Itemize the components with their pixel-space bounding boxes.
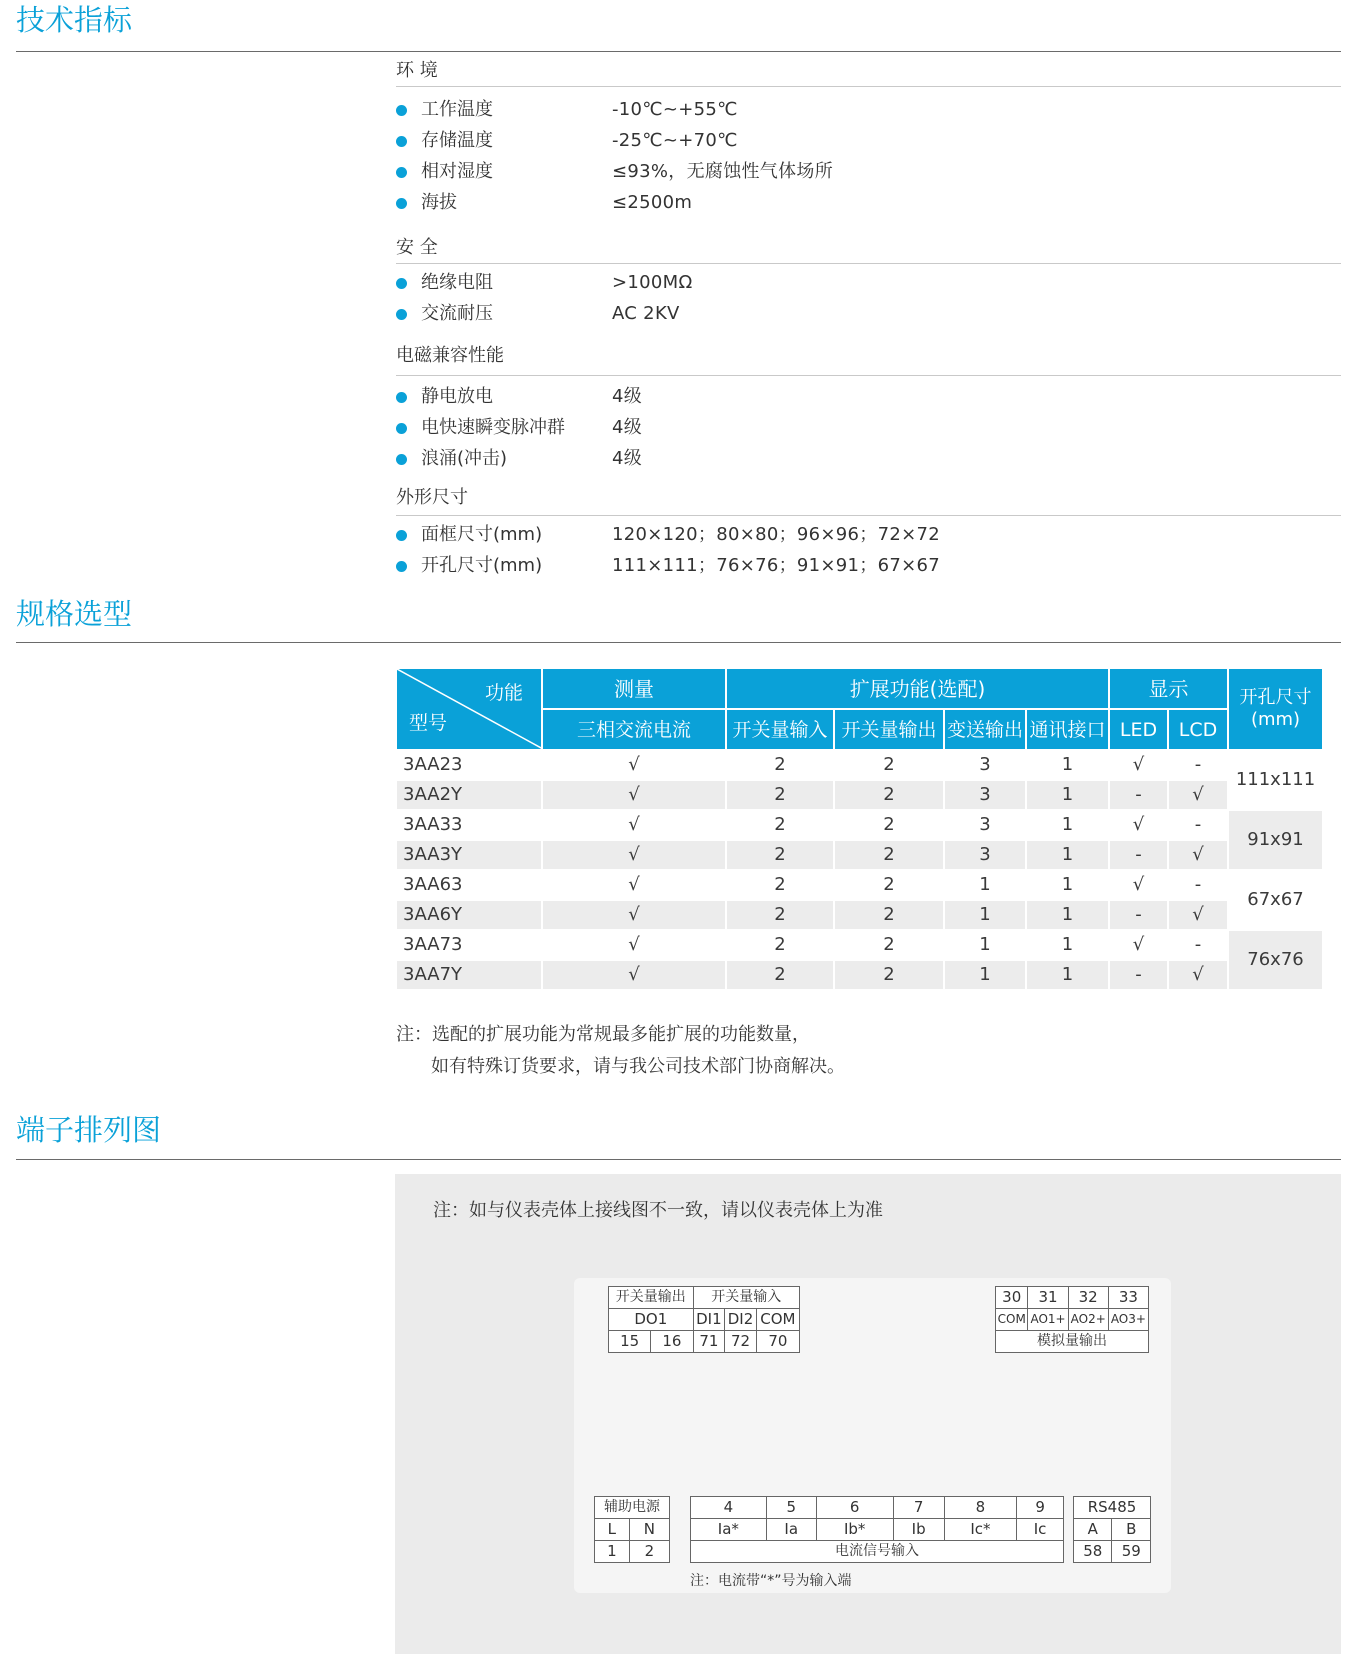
cell-model: 3AA2Y [396, 780, 542, 810]
ic-label: Ic [1017, 1519, 1064, 1541]
current-star-note: 注：电流带“*”号为输入端 [690, 1573, 852, 1589]
header-cutout-unit: (mm) [1250, 709, 1301, 730]
group-divider [396, 375, 1341, 376]
cell: 2 [726, 870, 834, 900]
cell: 1 [944, 900, 1026, 930]
section-divider [16, 1159, 1341, 1160]
group-title-emc: 电磁兼容性能 [396, 345, 504, 366]
group-divider [396, 515, 1341, 516]
spec-value: -10℃~+55℃ [612, 99, 738, 120]
header-led: LED [1109, 709, 1168, 750]
cell: √ [1168, 900, 1228, 930]
cell: 1 [944, 960, 1026, 990]
cell: 2 [726, 960, 834, 990]
cell: 1 [1026, 960, 1109, 990]
ao1-label: AO1+ [1028, 1309, 1068, 1331]
cell: 2 [726, 840, 834, 870]
spec-row [396, 127, 1296, 155]
spec-value: 111×111；76×76；91×91；67×67 [612, 555, 940, 576]
group-title-dim: 外形尺寸 [396, 487, 468, 508]
cell-model: 3AA63 [396, 870, 542, 900]
table-note-line2: 如有特殊订货要求，请与我公司技术部门协商解决。 [431, 1056, 845, 1077]
header-func: 功能 [484, 682, 523, 704]
ia-star-label: Ia* [691, 1519, 767, 1541]
model-selection-table [395, 667, 1324, 991]
cell: √ [542, 810, 726, 840]
cell-cutout: 111x111 [1228, 750, 1323, 810]
cell: 2 [834, 930, 944, 960]
table-row [396, 810, 1323, 840]
bullet-icon [396, 198, 407, 209]
cell: 1 [1026, 870, 1109, 900]
cell: 2 [834, 780, 944, 810]
cell: - [1109, 780, 1168, 810]
rs485-A-label: A [1074, 1519, 1112, 1541]
section-divider [16, 642, 1341, 643]
cell: 1 [1026, 840, 1109, 870]
ao-group-label: 模拟量输出 [996, 1331, 1149, 1353]
header-measure-sub: 三相交流电流 [542, 709, 726, 750]
spec-value: AC 2KV [612, 303, 680, 324]
cell: 2 [834, 750, 944, 780]
terminal-7: 7 [893, 1497, 944, 1519]
cell: 2 [834, 840, 944, 870]
spec-label: 面框尺寸(mm) [421, 524, 543, 545]
table-row [396, 840, 1323, 870]
header-cutout [1228, 668, 1323, 750]
table-row [396, 870, 1323, 900]
header-ao: 变送输出 [944, 709, 1026, 750]
cell: 2 [726, 750, 834, 780]
cell-model: 3AA73 [396, 930, 542, 960]
spec-label: 浪涌(冲击) [421, 448, 508, 469]
cell-model: 3AA33 [396, 810, 542, 840]
header-cutout-label: 开孔尺寸 [1239, 687, 1312, 708]
rs485-B-label: B [1112, 1519, 1151, 1541]
cell: 1 [1026, 810, 1109, 840]
cell-model: 3AA7Y [396, 960, 542, 990]
bullet-icon [396, 167, 407, 178]
cell: √ [542, 870, 726, 900]
cell: √ [1109, 870, 1168, 900]
terminal-9: 9 [1017, 1497, 1064, 1519]
cell-cutout: 67x67 [1228, 870, 1323, 930]
section-title-spec: 技术指标 [16, 3, 133, 37]
terminal-block-aux-power [594, 1496, 670, 1563]
ic-star-label: Ic* [944, 1519, 1016, 1541]
terminal-70: 70 [756, 1331, 799, 1353]
terminal-72: 72 [725, 1331, 757, 1353]
terminal-note: 注：如与仪表壳体上接线图不一致，请以仪表壳体上为准 [433, 1200, 883, 1221]
spec-value: ≤2500m [612, 192, 693, 213]
spec-row [396, 521, 1296, 549]
table-row [396, 960, 1323, 990]
cell: - [1168, 930, 1228, 960]
cell: - [1168, 870, 1228, 900]
aux-N-label: N [629, 1519, 669, 1541]
cell: 1 [1026, 780, 1109, 810]
header-diagonal-cell [396, 668, 542, 750]
cell-model: 3AA3Y [396, 840, 542, 870]
cell: √ [542, 780, 726, 810]
spec-value: 4级 [612, 417, 643, 438]
terminal-32: 32 [1068, 1287, 1108, 1309]
cell: 2 [834, 900, 944, 930]
cell: √ [542, 960, 726, 990]
spec-label: 电快速瞬变脉冲群 [421, 417, 565, 438]
spec-row [396, 158, 1296, 186]
spec-label: 开孔尺寸(mm) [421, 555, 543, 576]
cell: 1 [944, 930, 1026, 960]
ia-label: Ia [766, 1519, 816, 1541]
cell: 2 [726, 930, 834, 960]
cell-cutout: 76x76 [1228, 930, 1323, 990]
spec-value: -25℃~+70℃ [612, 130, 738, 151]
cell: 1 [1026, 750, 1109, 780]
cell: - [1109, 960, 1168, 990]
di1-label: DI1 [693, 1309, 725, 1331]
table-row [396, 930, 1323, 960]
spec-row [396, 445, 1296, 473]
cell: 3 [944, 840, 1026, 870]
spec-value: 4级 [612, 386, 643, 407]
terminal-31: 31 [1028, 1287, 1068, 1309]
spec-value: >100MΩ [612, 272, 693, 293]
cell: √ [542, 930, 726, 960]
bullet-icon [396, 392, 407, 403]
cell: √ [1109, 750, 1168, 780]
do1-label: DO1 [609, 1309, 694, 1331]
terminal-block-ao [995, 1286, 1149, 1353]
spec-value: ≤93%，无腐蚀性气体场所 [612, 161, 833, 182]
bullet-icon [396, 136, 407, 147]
cell: √ [542, 840, 726, 870]
spec-row [396, 96, 1296, 124]
cell-model: 3AA6Y [396, 900, 542, 930]
cell: √ [542, 750, 726, 780]
terminal-59: 59 [1112, 1541, 1151, 1563]
cell: - [1168, 810, 1228, 840]
spec-label: 静电放电 [421, 386, 493, 407]
current-input-label: 电流信号输入 [691, 1541, 1064, 1563]
header-model: 型号 [409, 712, 448, 734]
terminal-block-rs485 [1073, 1496, 1151, 1563]
cell: 1 [1026, 900, 1109, 930]
cell: √ [1168, 960, 1228, 990]
rs485-label: RS485 [1074, 1497, 1151, 1519]
cell: 2 [834, 960, 944, 990]
spec-value: 120×120；80×80；96×96；72×72 [612, 524, 940, 545]
group-divider [396, 263, 1341, 264]
cell: 3 [944, 810, 1026, 840]
table-row [396, 750, 1323, 780]
terminal-block-do-di [608, 1286, 800, 1353]
spec-label: 相对湿度 [421, 161, 493, 182]
cell: 2 [834, 810, 944, 840]
spec-label: 交流耐压 [421, 303, 493, 324]
terminal-5: 5 [766, 1497, 816, 1519]
cell: 1 [1026, 930, 1109, 960]
bullet-icon [396, 530, 407, 541]
ib-label: Ib [893, 1519, 944, 1541]
terminal-30: 30 [996, 1287, 1028, 1309]
section-title-terminal: 端子排列图 [16, 1113, 162, 1147]
cell: 2 [834, 870, 944, 900]
spec-row [396, 300, 1296, 328]
cell-model: 3AA23 [396, 750, 542, 780]
terminal-1: 1 [595, 1541, 630, 1563]
cell: 2 [726, 900, 834, 930]
bullet-icon [396, 561, 407, 572]
aux-L-label: L [595, 1519, 630, 1541]
terminal-2: 2 [629, 1541, 669, 1563]
group-title-safety: 安 全 [396, 237, 438, 258]
spec-row [396, 383, 1296, 411]
header-di: 开关量输入 [726, 709, 834, 750]
di2-label: DI2 [725, 1309, 757, 1331]
group-title-env: 环 境 [396, 60, 438, 81]
cell: √ [1168, 780, 1228, 810]
ao3-label: AO3+ [1108, 1309, 1148, 1331]
cell: 2 [726, 810, 834, 840]
table-note-line1: 注：选配的扩展功能为常规最多能扩展的功能数量， [396, 1024, 810, 1045]
bullet-icon [396, 423, 407, 434]
header-lcd: LCD [1168, 709, 1228, 750]
spec-row [396, 269, 1296, 297]
terminal-71: 71 [693, 1331, 725, 1353]
spec-label: 工作温度 [421, 99, 493, 120]
group-divider [396, 86, 1341, 87]
cell: √ [1109, 810, 1168, 840]
section-title-model: 规格选型 [16, 597, 133, 631]
header-comm: 通讯接口 [1026, 709, 1109, 750]
spec-row [396, 552, 1296, 580]
cell: 3 [944, 780, 1026, 810]
di-com-label: COM [756, 1309, 799, 1331]
cell: 1 [944, 870, 1026, 900]
section-divider [16, 51, 1341, 52]
terminal-6: 6 [816, 1497, 893, 1519]
spec-label: 存储温度 [421, 130, 493, 151]
header-display: 显示 [1109, 668, 1228, 709]
do-label: 开关量输出 [609, 1287, 694, 1309]
cell: - [1168, 750, 1228, 780]
cell: √ [1109, 930, 1168, 960]
terminal-58: 58 [1074, 1541, 1112, 1563]
ao2-label: AO2+ [1068, 1309, 1108, 1331]
bullet-icon [396, 454, 407, 465]
header-do: 开关量输出 [834, 709, 944, 750]
cell: 3 [944, 750, 1026, 780]
cell: √ [1168, 840, 1228, 870]
cell: √ [542, 900, 726, 930]
spec-value: 4级 [612, 448, 643, 469]
terminal-16: 16 [651, 1331, 693, 1353]
bullet-icon [396, 309, 407, 320]
cell: - [1109, 900, 1168, 930]
terminal-block-current [690, 1496, 1064, 1563]
cell: - [1109, 840, 1168, 870]
spec-label: 海拔 [421, 192, 457, 213]
spec-row [396, 414, 1296, 442]
terminal-33: 33 [1108, 1287, 1148, 1309]
header-ext: 扩展功能(选配) [726, 668, 1109, 709]
di-label: 开关量输入 [693, 1287, 799, 1309]
bullet-icon [396, 105, 407, 116]
ao-com-label: COM [996, 1309, 1028, 1331]
spec-label: 绝缘电阻 [421, 272, 493, 293]
cell-cutout: 91x91 [1228, 810, 1323, 870]
terminal-15: 15 [609, 1331, 651, 1353]
cell: 2 [726, 780, 834, 810]
terminal-4: 4 [691, 1497, 767, 1519]
bullet-icon [396, 278, 407, 289]
ib-star-label: Ib* [816, 1519, 893, 1541]
header-measure: 测量 [542, 668, 726, 709]
table-row [396, 780, 1323, 810]
terminal-8: 8 [944, 1497, 1016, 1519]
aux-power-label: 辅助电源 [595, 1497, 670, 1519]
table-row [396, 900, 1323, 930]
spec-row [396, 189, 1296, 217]
